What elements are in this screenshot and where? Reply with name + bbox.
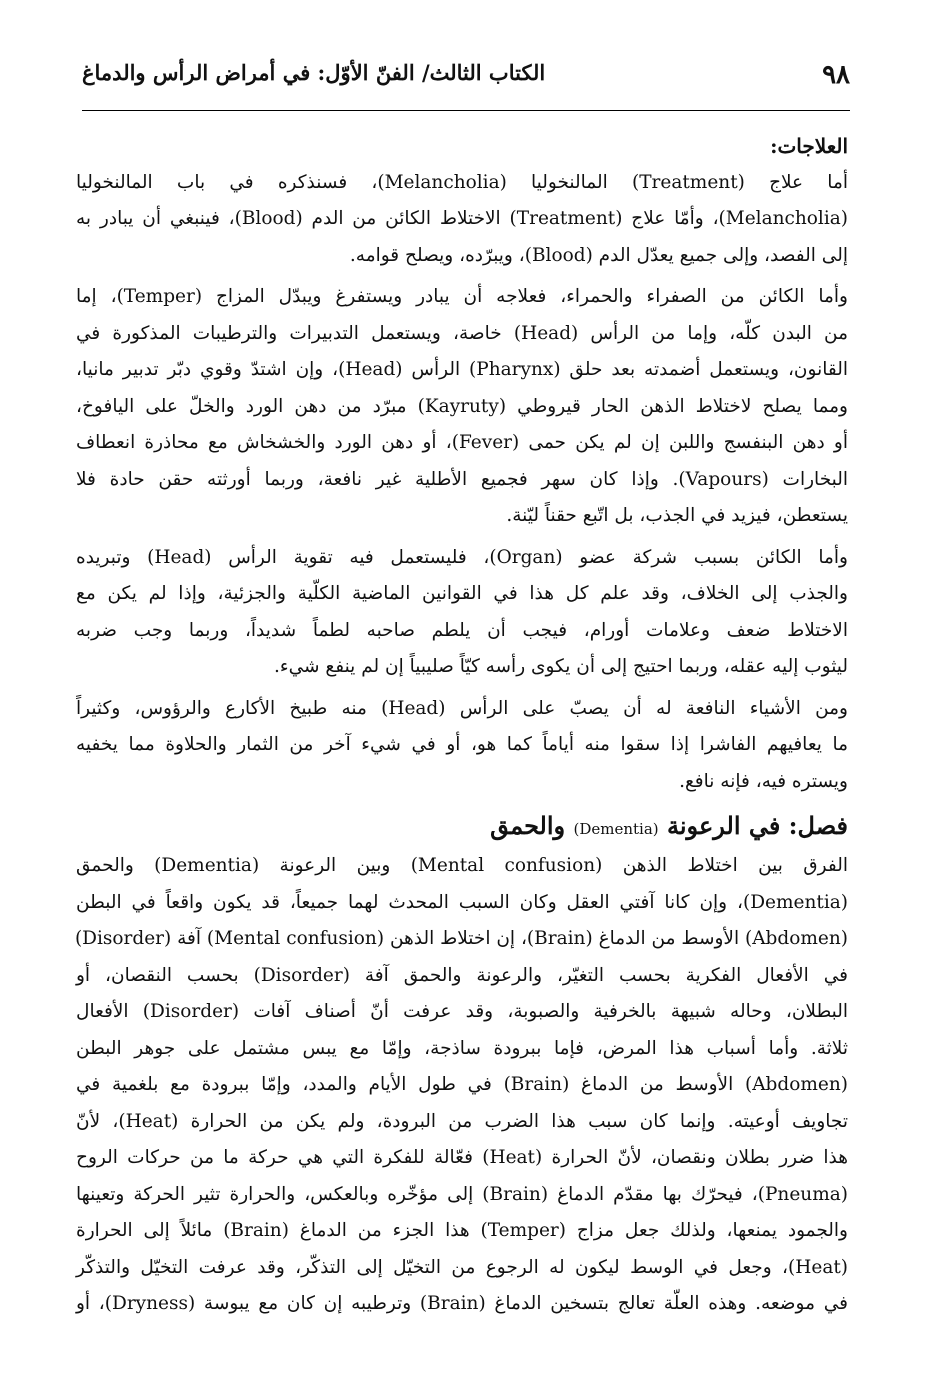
text-line: ما يعافيهم الفاشرا إذا سقوا منه أياماً كما هو، أو في شيء آخر من الثمار والحلاوة مما يخفيه	[76, 734, 848, 755]
text-line: (Pneuma)، فيحرّك بها مقدّم الدماغ (Brain) إلى مؤخّره وبالعكس، والحرارة تثير الحركة وتعينها	[76, 1183, 849, 1205]
paragraph-1	[76, 165, 848, 275]
treatments-heading: العلاجات:	[770, 134, 848, 158]
text-line: إلى الفصد، وإلى جميع يعدّل الدم (Blood)، ويبرّده، ويصلح قوامه.	[349, 244, 848, 266]
text-line: (Abdomen) الأوسط من الدماغ (Brain) في طول الأيام والمدد، وإمّا ببرودة مع بلغمية في	[76, 1074, 848, 1095]
text-line: أما علاج (Treatment) المالنخوليا (Melancholia)، فسنذكره في باب المالنخوليا	[76, 171, 848, 193]
text-line: البطلان، وحاله شبيهة بالخرفية والصبوبة، وقد عرفت أنّ أصناف آفات (Disorder) الأفعال	[76, 1001, 848, 1022]
text-line: (Melancholia)، وأمّا علاج (Treatment) الاختلاط الكائن من الدم (Blood)، فينبغي أن يبادر به	[76, 208, 849, 229]
text-line: ومما يصلح لاختلاط الذهن الحار قيروطي (Kayruty) مبرّد من دهن الورد والخلّ على اليافوخ،	[76, 395, 848, 417]
text-line: (Heat)، وجعل في الوسط ليكون له الرجوع من التخيّل إلى التذكّر، وقد عرفت التخيّل والتذكّر	[76, 1256, 848, 1278]
text-line: في موضعه. وهذه العلّة تعالج بتسخين الدماغ (Brain) وترطيبه إن كان مع يبوسة (Dryness)، أو	[76, 1293, 848, 1314]
section-title-english: (Dementia)	[573, 820, 659, 838]
text-line: الاختلاط ضعف وعلامات أورام، فيجب أن يلطم صاحبه لطماً شديداً، وربما وجب ضربه	[76, 619, 848, 641]
text-line: البخارات (Vapours). وإذا كان سهر فجميع الأطلية غير نافعة، وربما أورثته حقن حادة فلا	[76, 468, 848, 490]
page-number: ٩٨	[822, 60, 850, 90]
text-line: يستعطن، فيزيد في الجذب، بل اتّبع حقناً ليّنة.	[506, 505, 848, 526]
paragraph-5	[76, 848, 848, 1323]
text-line: ثلاثة. وأما أسباب هذا المرض، فإما ببرودة ساذجة، وإمّا مع يبس مشتمل على جوهر البطن	[76, 1037, 848, 1059]
page-header	[82, 56, 850, 96]
paragraph-4	[76, 691, 848, 801]
main-text	[76, 128, 848, 1323]
paragraph-3	[76, 540, 848, 686]
section-title-suffix: والحمق	[490, 811, 566, 840]
text-line: تجاويف أوعيته. وإنما كان سبب هذا الضرب من البرودة، ولم يكن من الحرارة (Heat)، لأنّ	[76, 1110, 848, 1132]
running-head: الكتاب الثالث/ الفنّ الأوّل: في أمراض الرأس والدماغ	[82, 60, 546, 85]
paragraph-2	[76, 279, 848, 535]
text-line: والجمود يمنعها، ولذلك جعل مزاج (Temper) هذا الجزء من الدماغ (Brain) مائلاً إلى الحرارة	[76, 1220, 848, 1241]
header-rule	[82, 110, 850, 111]
text-line: (Abdomen) الأوسط من الدماغ (Brain)، إن اختلاط الذهن (Mental confusion) آفة (Disorder)	[74, 928, 848, 949]
text-line: من البدن كلّه، وإما من الرأس (Head) خاصة، ويستعمل التدبيرات والترطيبات المذكورة في	[76, 322, 848, 344]
text-line: (Dementia)، وإن كانا آفتي العقل وكان السبب المحدث لهما جميعاً، قد يكون واقعاً في البطن	[76, 891, 848, 913]
text-line: القانون، ويستعمل أضمدته بعد حلق (Pharynx) الرأس (Head)، وإن اشتدّ وقوي دبّر تدبير مانيا،	[76, 359, 848, 380]
text-line: في الأفعال الفكرية بحسب التغيّر، والرعونة والحمق آفة (Disorder) بحسب النقصان، أو	[76, 964, 848, 986]
text-line: وأما الكائن من الصفراء والحمراء، فعلاجه أن يبادر ويستفرغ ويبدّل المزاج (Temper)، إما	[76, 286, 848, 307]
section-title-prefix: فصل: في الرعونة	[667, 811, 848, 840]
text-line: ومن الأشياء النافعة له أن يصبّ على الرأس (Head) منه طبيخ الأكارع والرؤوس، وكثيراً	[76, 697, 848, 719]
text-line: والجذب إلى الخلاف، وقد علم كل هذا في القوانين الماضية الكلّية والجزئية، وإذا لم يكن مع	[76, 583, 848, 604]
text-line: ليثوب إليه عقله، وربما احتيج إلى أن يكوى رأسه كيّاً صليبياً إن لم ينفع شيء.	[274, 656, 848, 677]
text-line: الفرق بين اختلاط الذهن (Mental confusion) وبين الرعونة (Dementia) والحمق	[76, 855, 848, 876]
text-line: ويستره فيه، فإنه نافع.	[679, 770, 848, 792]
text-line: وأما الكائن بسبب شركة عضو (Organ)، فليستعمل فيه تقوية الرأس (Head) وتبريده	[76, 546, 848, 568]
text-line: هذا ضرر بطلان ونقصان، لأنّ الحرارة (Heat) فعّالة للفكرة التي هي حركة ما من حركات الروح	[76, 1147, 848, 1168]
section-heading	[76, 800, 848, 848]
text-line: أو دهن البنفسج واللبن إن لم يكن حمى (Fever)، أو دهن الورد والخشخاش مع محاذرة انعطاف	[76, 432, 848, 453]
